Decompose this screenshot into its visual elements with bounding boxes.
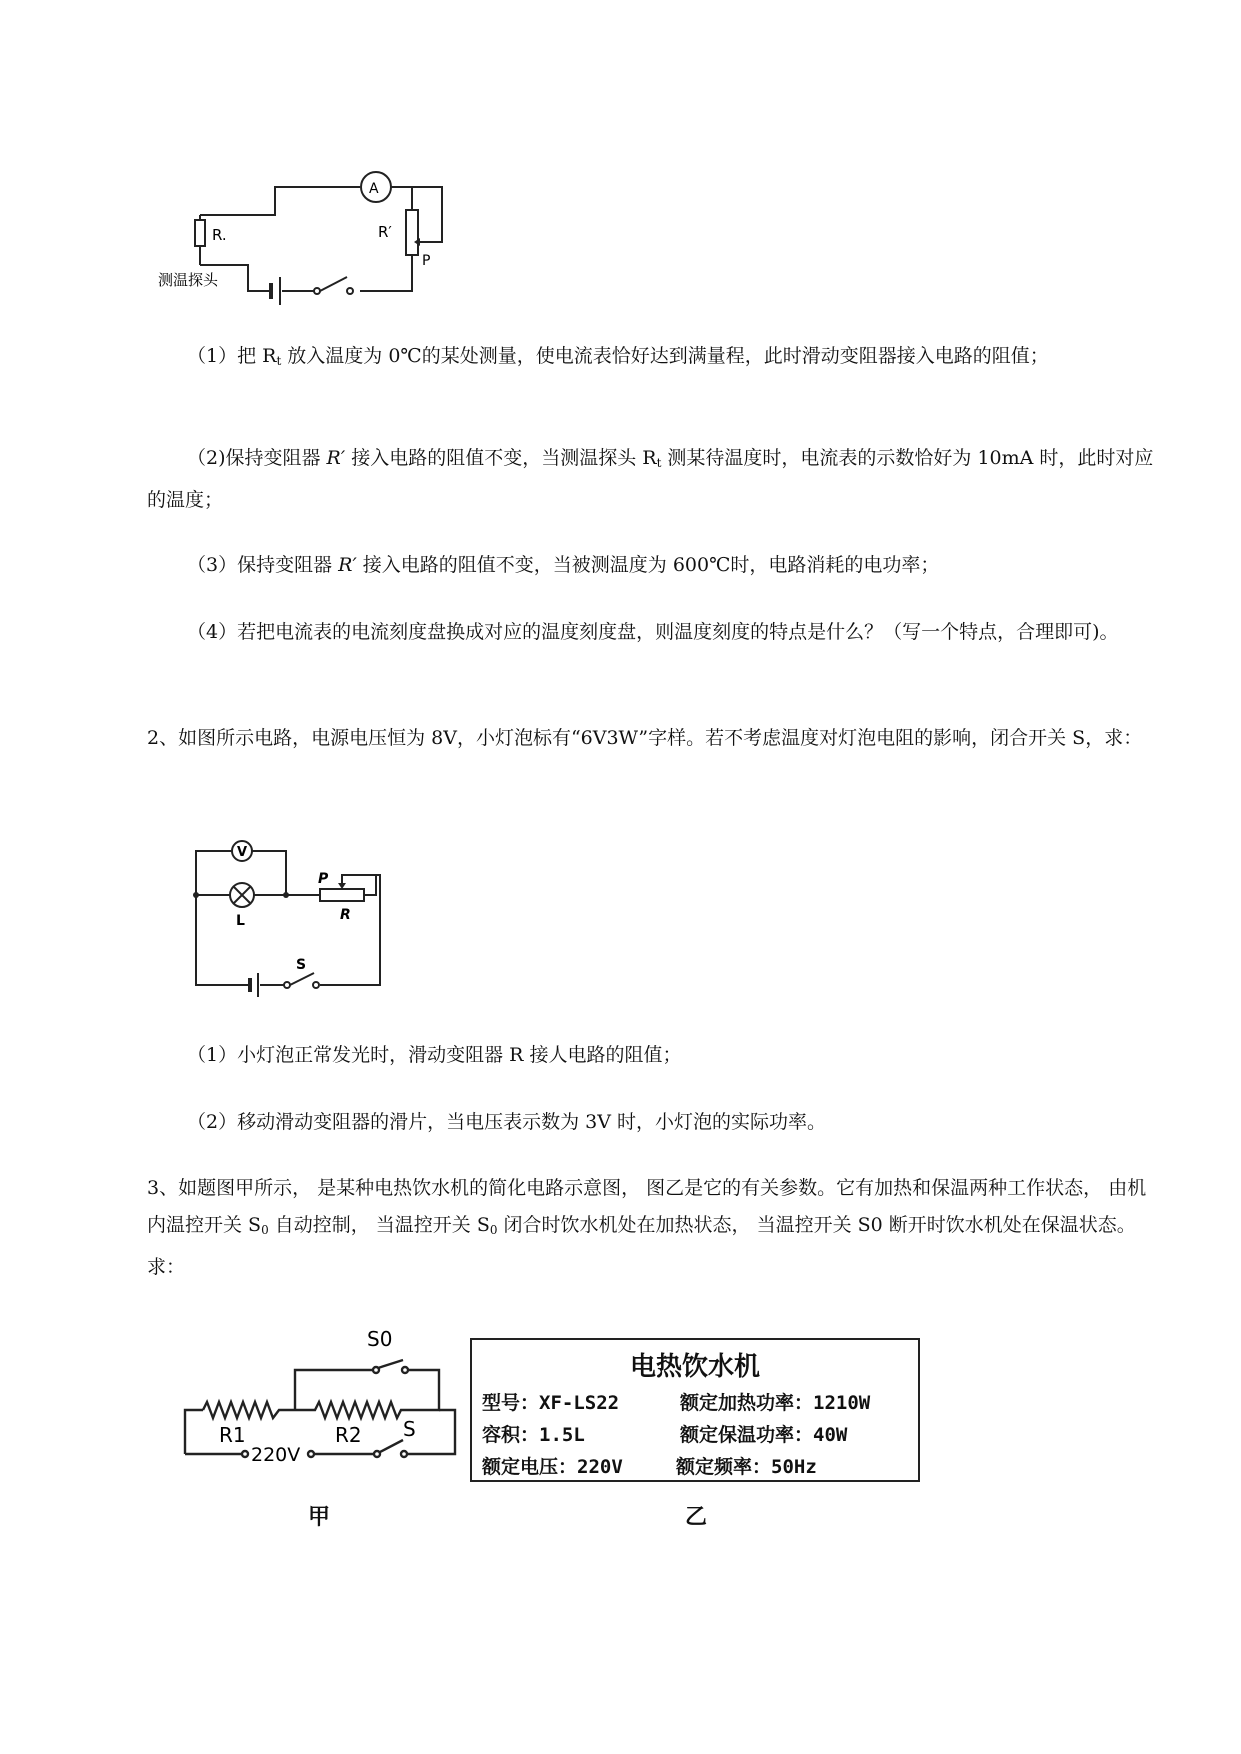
q2-part1: （1）小灯泡正常发光时，滑动变阻器 R 接人电路的阻值； <box>187 1044 682 1066</box>
figure-lamp-circuit <box>190 835 400 995</box>
spec-volume: 容积：1.5L <box>482 1424 585 1446</box>
lamp-label: L <box>236 913 245 929</box>
q1-part4: （4）若把电流表的电流刻度盘换成对应的温度刻度盘，则温度刻度的特点是什么？（写一个特点，合理即可)。 <box>187 621 1119 643</box>
q1-part3: （3）保持变阻器 R′ 接入电路的阻值不变，当被测温度为 600℃时，电路消耗的电功率； <box>187 554 940 576</box>
figure-dispenser-circuit <box>175 1322 465 1522</box>
r1-label: R1 <box>219 1423 246 1447</box>
spec-frequency: 额定频率：50Hz <box>676 1456 817 1478</box>
switch-label: S <box>296 957 307 973</box>
caption-jia: 甲 <box>308 1505 331 1530</box>
rt-label: R. <box>212 226 227 244</box>
s0-label: S0 <box>367 1327 393 1351</box>
q2-part2: （2）移动滑动变阻器的滑片，当电压表示数为 3V 时，小灯泡的实际功率。 <box>187 1111 826 1133</box>
rheostat-label: R <box>340 907 351 923</box>
caption-yi: 乙 <box>685 1505 708 1530</box>
spec-voltage: 额定电压：220V <box>482 1456 623 1478</box>
spec-model: 型号：XF-LS22 <box>482 1392 620 1414</box>
spec-title: 电热饮水机 <box>629 1352 760 1382</box>
slider-p-label: P <box>422 253 431 269</box>
probe-label: 测温探头 <box>158 271 219 289</box>
ammeter-label: A <box>369 181 379 197</box>
rprime-label: R′ <box>378 223 392 241</box>
q2-stem: 2、如图所示电路，电源电压恒为 8V，小灯泡标有“6V3W”字样。若不考虑温度对灯泡电阻的影响，闭合开关 S，求： <box>147 727 1143 749</box>
slider-p-label: P <box>318 871 329 887</box>
s-label: S <box>403 1417 416 1441</box>
voltmeter-label: V <box>237 845 248 860</box>
q3-stem: 3、如题图甲所示， 是某种电热饮水机的简化电路示意图， 图乙是它的有关参数。它有加热和保温两种工作状态， 由机内温控开关 $S_0$ 自动控制， 当温控开关 $S_0$ 闭合时饮水机处在加热状态， 当温控开关 S0 断开时饮水机处在保温状态。 求： <box>147 1177 1147 1278</box>
spec-keep-power: 额定保温功率：40W <box>680 1424 848 1446</box>
voltage-label: 220V <box>251 1444 301 1466</box>
q1-part2: （2)保持变阻器 R′ 接入电路的阻值不变，当测温探头 $R_t$ 测某待温度时，电流表的示数恰好为 10mA 时，此时对应的温度； <box>147 447 1154 511</box>
figure-thermometer-circuit <box>158 165 460 305</box>
spec-panel <box>470 1338 920 1482</box>
r2-label: R2 <box>335 1423 362 1447</box>
q1-part1: （1）把 $R_t$ 放入温度为 0℃的某处测量，使电流表恰好达到满量程，此时滑动变阻器接入电路的阻值； <box>187 345 1049 368</box>
spec-heat-power: 额定加热功率：1210W <box>680 1392 871 1414</box>
